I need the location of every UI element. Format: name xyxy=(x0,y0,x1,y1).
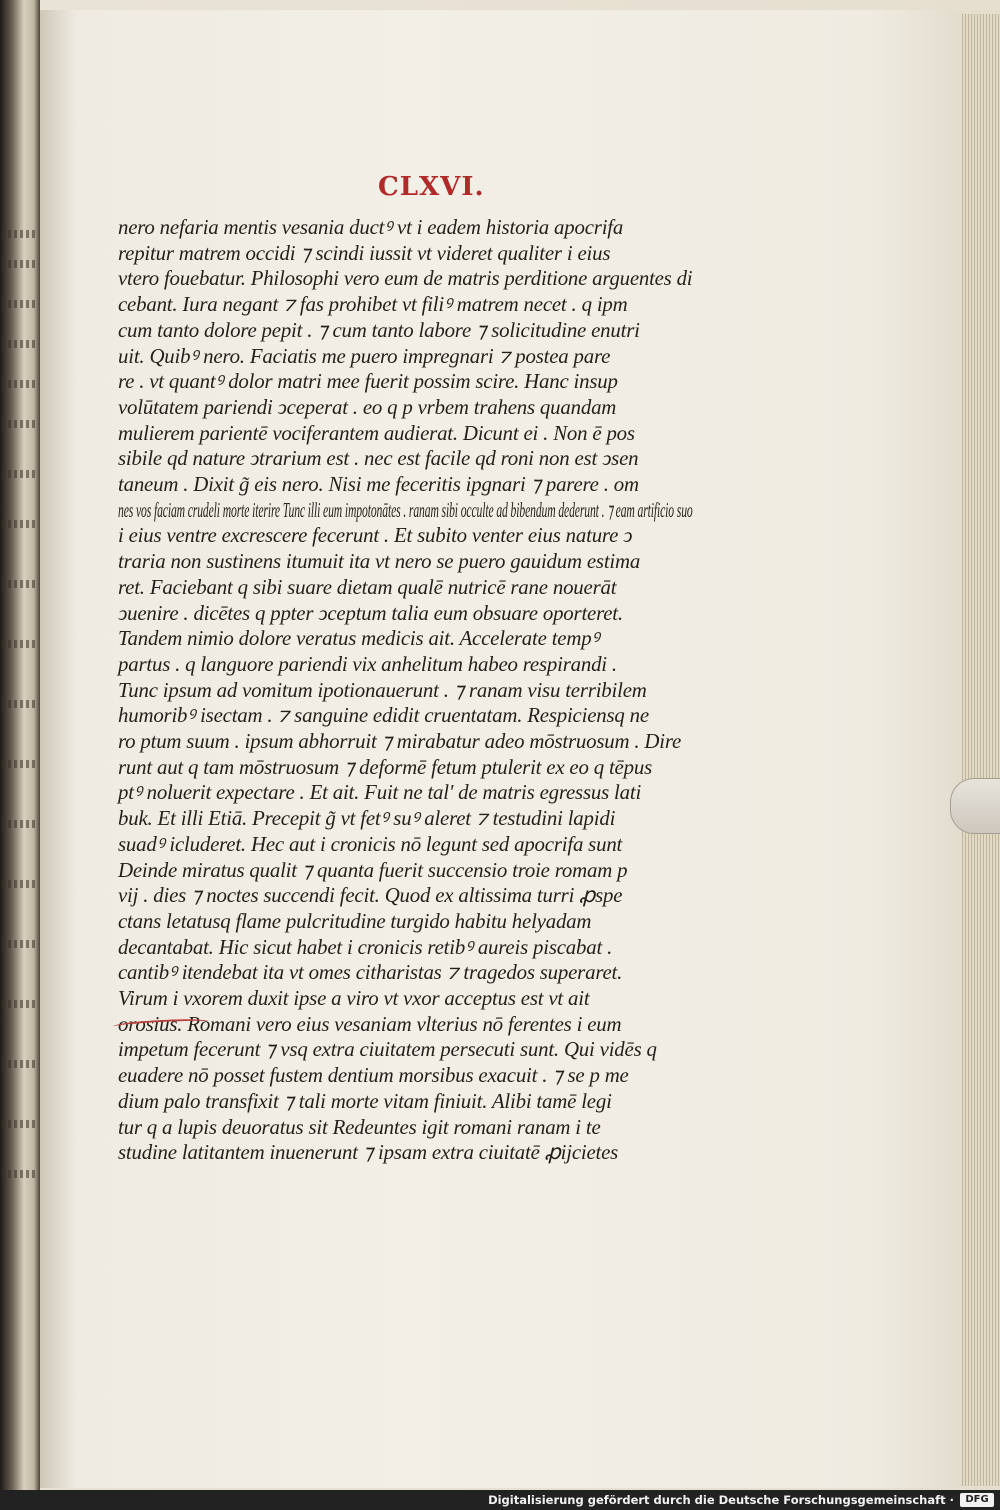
text-line: Tunc ipsum ad vomitum ipotionauerunt . ⁊ ranam visu terribilem xyxy=(118,677,647,702)
text-line: ͻuenire . dicētes q ppter ͻceptum talia eum obsuare oporteret. xyxy=(118,600,623,625)
text-line: re . vt quantꝰ dolor matri mee fuerit possim scire. Hanc insup xyxy=(118,369,618,394)
text-line: Tandem nimio dolore veratus medicis ait. Accelerate tempꝰ xyxy=(118,626,600,651)
text-line: buk. Et illi Etiā. Precepit g̃ vt fetꝰ suꝰ aleret ⁊ testudini lapidi xyxy=(118,806,616,831)
text-line: traria non sustinens itumuit ita vt nero se puero gauidum estima xyxy=(118,549,641,574)
text-line: impetum fecerunt ⁊ vsq extra ciuitatem persecuti sunt. Qui vidēs q xyxy=(118,1037,657,1062)
page-fore-edge xyxy=(962,14,1000,1486)
text-line: mulierem parientē vociferantem audierat. Dicunt ei . Non ē pos xyxy=(118,420,635,445)
text-line: humoribꝰ isectam . ⁊ sanguine edidit cruentatam. Respiciensq ne xyxy=(118,703,649,728)
text-line: vij . dies ⁊ noctes succendi fecit. Quod ex altissima turri ꝓspe xyxy=(118,883,623,908)
text-line: ptꝰ noluerit expectare . Et ait. Fuit ne tal' de matris egressus lati xyxy=(118,780,642,805)
footer-bar xyxy=(0,1490,1000,1510)
page-clip xyxy=(950,778,1000,834)
text-line: cantibꝰ itendebat ita vt omes citharistas ⁊ tragedos superaret. xyxy=(118,960,623,985)
folio-number: CLXVI. xyxy=(378,172,485,202)
text-line: taneum . Dixit g̃ eis nero. Nisi me feceritis ipgnari ⁊ parere . om xyxy=(118,472,639,496)
text-line: uit. Quibꝰ nero. Faciatis me puero impregnari ⁊ postea pare xyxy=(118,343,611,368)
text-line: Deinde miratus qualit ⁊ quanta fuerit succensio troie romam p xyxy=(118,857,628,882)
text-line: nes vos faciam crudeli morte iterire Tunc illi eum impotonātes . ranam sibi occulte ad bibendum dederunt . ⁊ eam artificio suo xyxy=(118,497,693,522)
text-line: ro ptum suum . ipsum abhorruit ⁊ mirabatur adeo mōstruosum . Dire xyxy=(118,729,682,753)
footer-credit: Digitalisierung gefördert durch die Deutsche Forschungsgemeinschaft · xyxy=(488,1493,954,1507)
dfg-logo: DFG xyxy=(960,1493,994,1507)
text-line: repitur matrem occidi ⁊ scindi iussit vt videret qualiter i eius xyxy=(118,240,611,265)
text-line: vtero fouebatur. Philosophi vero eum de matris perditione arguentes di xyxy=(118,266,693,291)
text-line: runt aut q tam mōstruosum ⁊ deformē fetum ptulerit ex eo q tēpus xyxy=(118,754,653,779)
text-line: tur q a lupis deuoratus sit Redeuntes igit romani ranam i te xyxy=(118,1114,601,1139)
text-line: orosius. Romani vero eius vesaniam vlterius nō ferentes i eum xyxy=(118,1011,622,1036)
text-line: ret. Faciebant q sibi suare dietam qualē nutricē rane nouerāt xyxy=(118,574,617,599)
text-line: i eius ventre excrescere fecerunt . Et subito venter eius nature ͻ xyxy=(118,523,633,548)
text-line: cum tanto dolore pepit . ⁊ cum tanto labore ⁊ solicitudine enutri xyxy=(118,317,640,342)
text-line: Virum i vxorem duxit ipse a viro vt vxor acceptus est vt ait xyxy=(118,986,590,1010)
text-line: sibile qd nature ͻtrarium est . nec est facile qd roni non est ͻsen xyxy=(118,446,639,471)
text-line: euadere nō posset fustem dentium morsibus exacuit . ⁊ se p me xyxy=(118,1063,629,1088)
text-line: cebant. Iura negant ⁊ fas prohibet vt filiꝰ matrem necet . q ipm xyxy=(118,292,628,317)
text-line: ctans letatusq flame pulcritudine turgido habitu helyadam xyxy=(118,908,592,933)
text-line: nero nefaria mentis vesania ductꝰ vt i eadem historia apocrifa xyxy=(118,215,624,239)
text-line: decantabat. Hic sicut habet i cronicis retibꝰ aureis piscabat . xyxy=(118,934,613,959)
text-line: volūtatem pariendi ͻceperat . eo q p vrbem trahens quandam xyxy=(118,394,617,419)
facing-page-edge xyxy=(0,0,40,1490)
text-line: suadꝰ icluderet. Hec aut i cronicis nō legunt sed apocrifa sunt xyxy=(118,831,623,856)
text-line: dium palo transfixit ⁊ tali morte vitam finiuit. Alibi tamē legi xyxy=(118,1088,612,1113)
text-line: studine latitantem inuenerunt ⁊ ipsam extra ciuitatē ꝓijcietes xyxy=(118,1140,619,1165)
text-line: partus . q languore pariendi vix anhelitum habeo respirandi . xyxy=(118,651,617,676)
